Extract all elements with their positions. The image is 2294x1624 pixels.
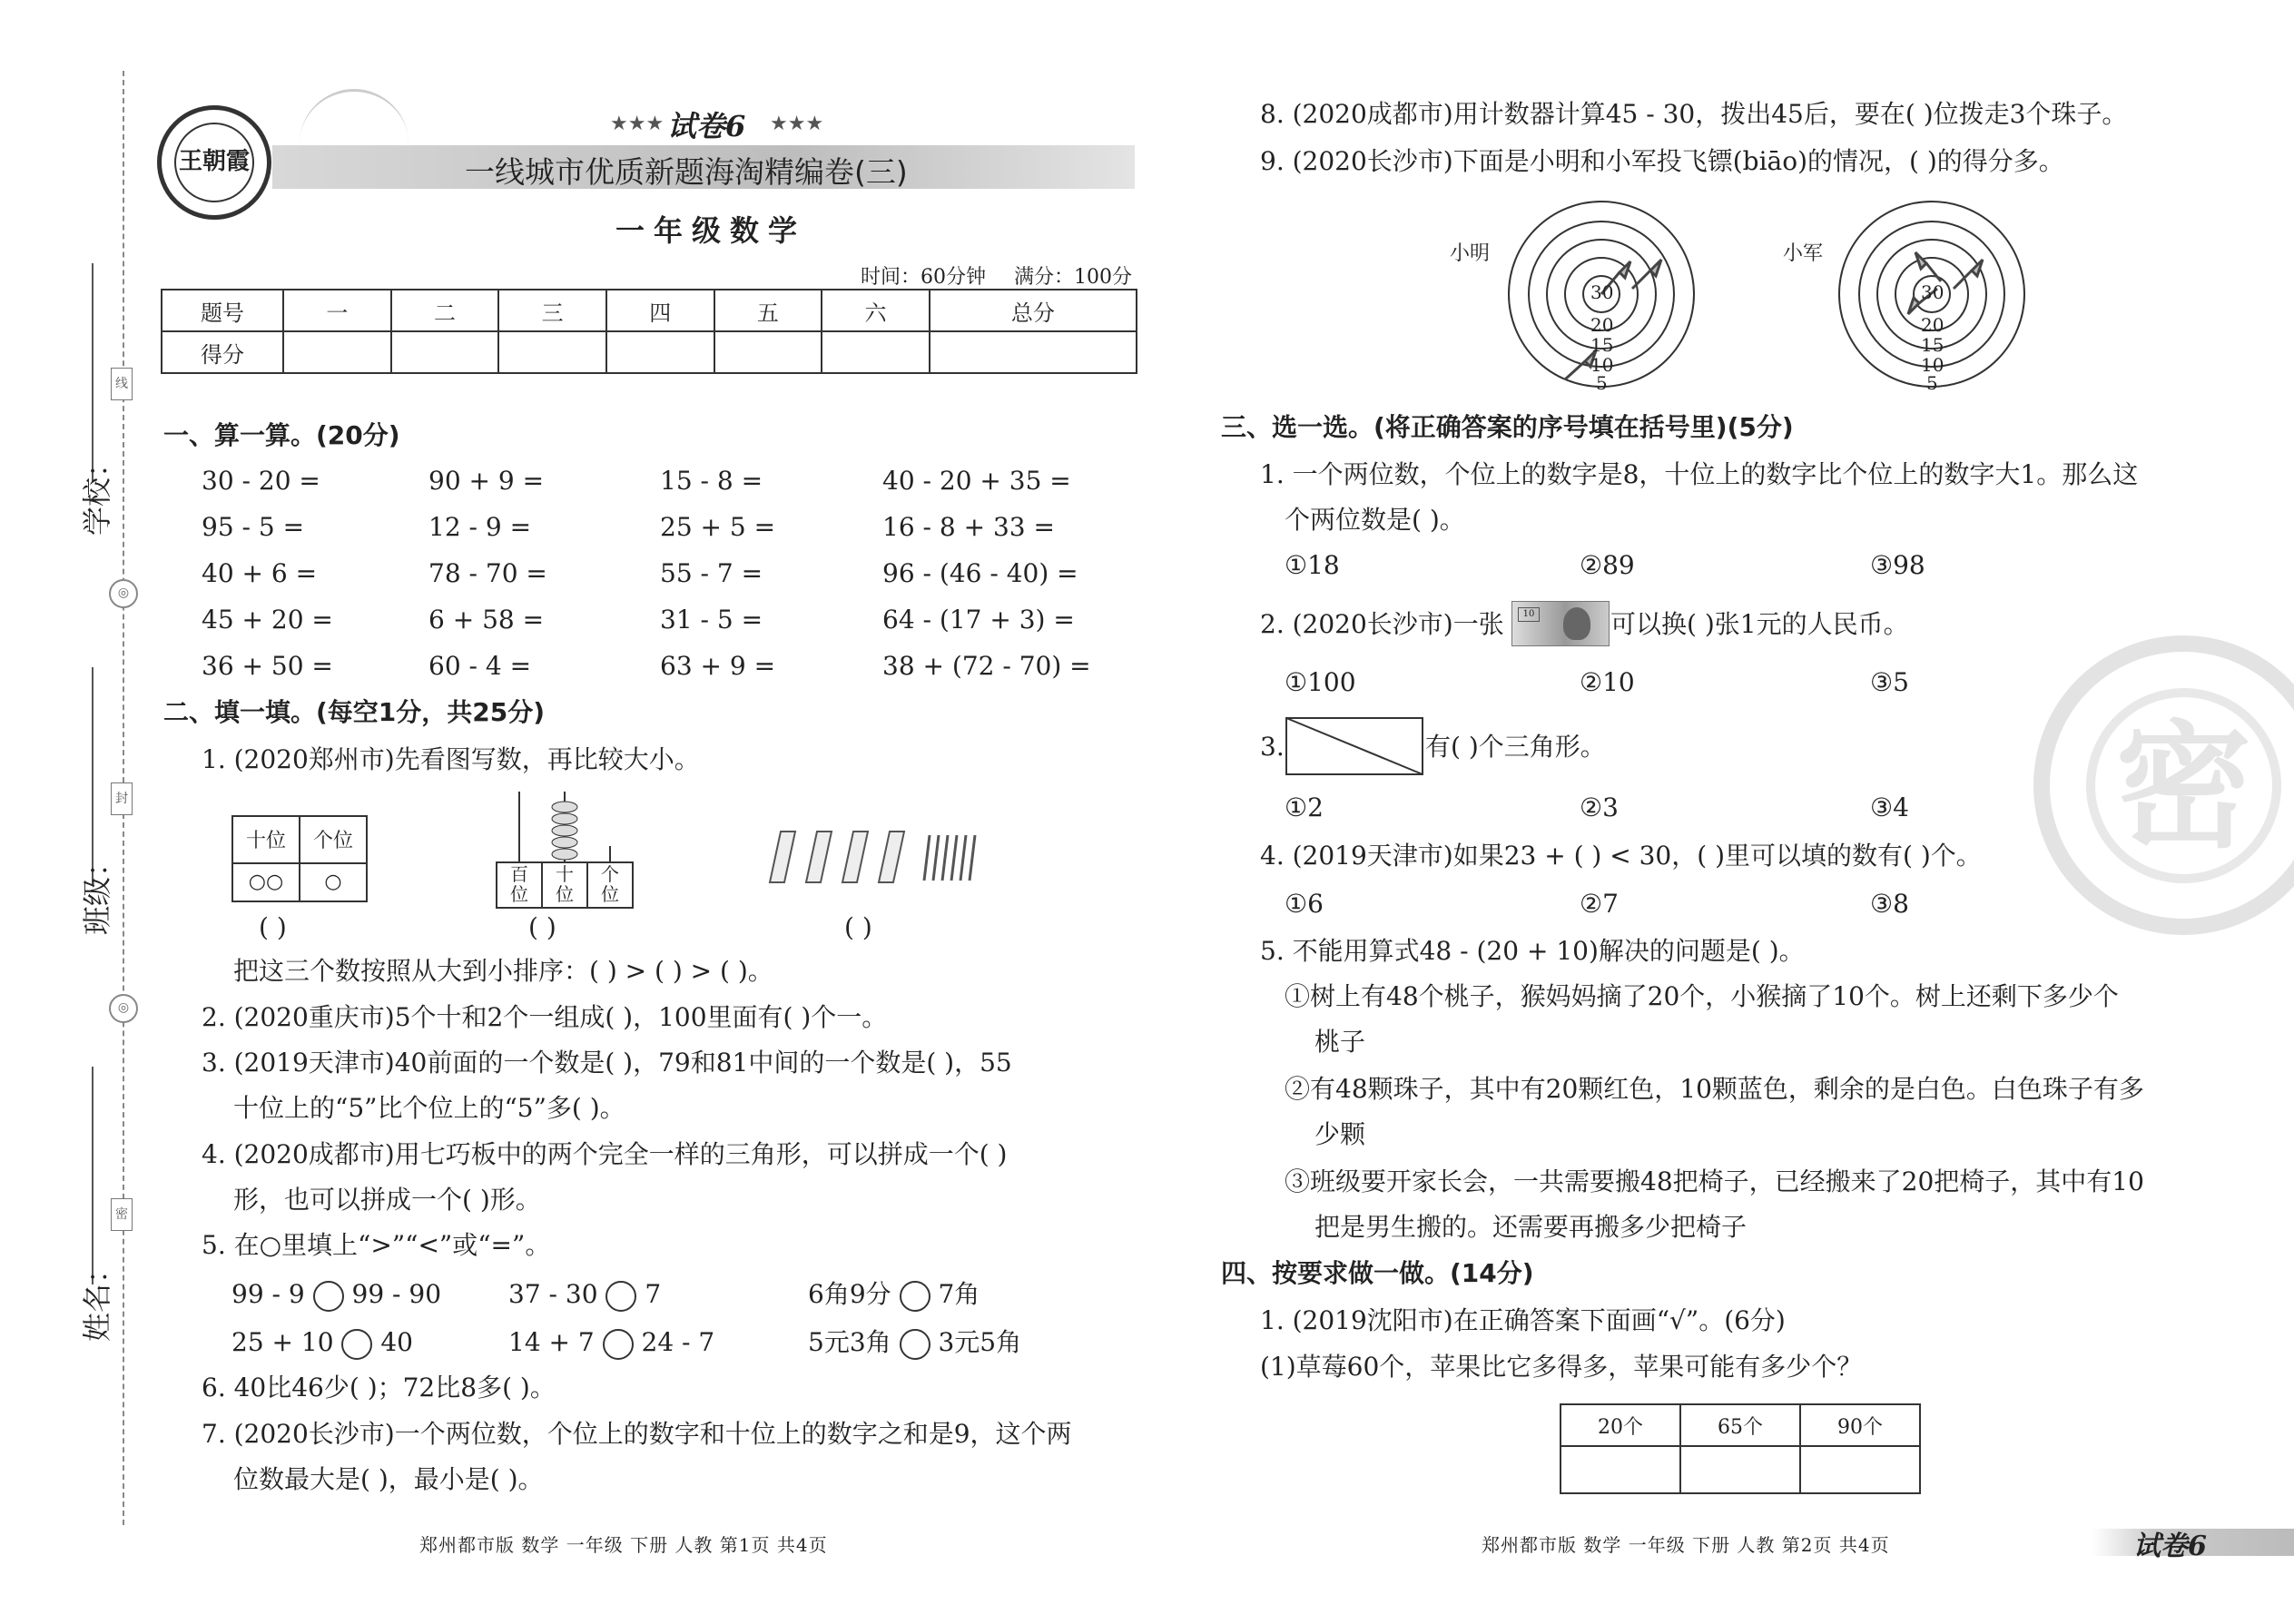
compare-circle[interactable] — [900, 1329, 930, 1360]
calc-item: 25 + 5 = — [660, 512, 776, 542]
place-value: ○ — [300, 863, 367, 901]
choice-header: 90个 — [1800, 1404, 1920, 1446]
s3-q5-option2-cont: 少颗 — [1314, 1119, 1366, 1149]
s3-q3-prefix: 3. — [1260, 732, 1285, 762]
place-header: 十位 — [232, 816, 300, 863]
publisher-logo — [157, 105, 271, 220]
s3-q1-line1: 1. 一个两位数，个位上的数字是8，十位上的数字比个位上的数字大1。那么这 — [1260, 459, 2139, 489]
compare-right: 7 — [645, 1279, 662, 1309]
option[interactable]: ③4 — [1870, 792, 1909, 822]
abacus-label: 百位 — [510, 863, 528, 905]
dart-name-xiaojun: 小军 — [1783, 242, 1824, 265]
score-cell: 五 — [714, 290, 822, 331]
school-label: 学校： — [80, 448, 114, 536]
compare-circle[interactable] — [605, 1281, 636, 1312]
paper-number: 试卷6 — [667, 109, 746, 143]
subject-title: 一年级数学 — [615, 213, 807, 248]
choice-table — [1560, 1403, 1921, 1494]
s2-q3-line1: 3. (2019天津市)40前面的一个数是( )，79和81中间的一个数是( )，55 — [202, 1048, 1012, 1078]
option[interactable]: ③8 — [1870, 889, 1909, 919]
s2-q4-line2: 形，也可以拼成一个( )形。 — [233, 1185, 541, 1215]
score-input-cell[interactable] — [498, 331, 606, 373]
place-header: 个位 — [300, 816, 367, 863]
score-cell: 四 — [606, 290, 714, 331]
answer-blank[interactable]: ( ) — [528, 912, 556, 942]
score-cell: 题号 — [162, 290, 283, 331]
ribbon-decoration — [300, 89, 409, 155]
compare-item — [231, 1278, 441, 1312]
compare-left: 99 - 9 — [231, 1279, 305, 1309]
compare-item — [508, 1278, 661, 1312]
calc-item: 95 - 5 = — [202, 512, 305, 542]
s2-q6: 6. 40比46少( )；72比8多( )。 — [202, 1373, 556, 1403]
option[interactable]: ③5 — [1870, 667, 1909, 697]
dart-ring-label: 15 — [1590, 334, 1614, 356]
calc-item: 12 - 9 = — [428, 512, 532, 542]
s2-q2: 2. (2020重庆市)5个十和2个一组成( )，100里面有( )个一。 — [202, 1002, 888, 1032]
score-input-cell[interactable] — [714, 331, 822, 373]
s2-q1: 1. (2020郑州市)先看图写数，再比较大小。 — [202, 744, 700, 774]
calc-item: 30 - 20 = — [202, 466, 320, 496]
calc-item: 63 + 9 = — [660, 651, 776, 681]
seal-char-line: 线 — [111, 368, 133, 400]
dart-ring-label: 15 — [1921, 334, 1944, 356]
place-value-table — [231, 815, 368, 902]
option[interactable]: ①18 — [1285, 550, 1340, 580]
compare-right: 7角 — [938, 1279, 980, 1309]
score-cell: 总分 — [930, 290, 1137, 331]
answer-blank[interactable]: ( ) — [844, 912, 872, 942]
footer-tag: 试卷6 — [2133, 1530, 2207, 1562]
dart-ring-label: 30 — [1921, 281, 1944, 303]
name-label: 姓名： — [80, 1254, 114, 1342]
dart-ring-label: 5 — [1926, 372, 1938, 394]
section2-title: 二、填一填。(每空1分，共25分) — [163, 697, 546, 727]
score-table — [161, 289, 1137, 374]
compare-right: 24 - 7 — [641, 1327, 715, 1357]
abacus-label: 十位 — [556, 863, 574, 905]
s3-q5-option3-cont: 把是男生搬的。还需要再搬多少把椅子 — [1314, 1212, 1748, 1242]
section3-title: 三、选一选。(将正确答案的序号填在括号里)(5分) — [1221, 412, 1794, 442]
compare-circle[interactable] — [900, 1281, 930, 1312]
s3-q5-option3[interactable]: ③班级要开家长会，一共需要搬48把椅子，已经搬来了20把椅子，其中有10 — [1285, 1166, 2144, 1196]
s3-q5-option1[interactable]: ①树上有48个桃子，猴妈妈摘了20个，小猴摘了10个。树上还剩下多少个 — [1285, 981, 2119, 1011]
footer-left: 郑州都市版 数学 一年级 下册 人教 第1页 共4页 — [419, 1534, 828, 1556]
score-cell: 三 — [498, 290, 606, 331]
s2-q5: 5. 在○里填上“>”“<”或“=”。 — [202, 1230, 551, 1260]
compare-left: 37 - 30 — [508, 1279, 598, 1309]
abacus-label: 个位 — [601, 863, 619, 905]
compare-left: 14 + 7 — [508, 1327, 595, 1357]
s2-sort: 把这三个数按照从大到小排序：( ) > ( ) > ( )。 — [233, 956, 773, 986]
section4-title: 四、按要求做一做。(14分) — [1221, 1258, 1534, 1288]
footer-right: 郑州都市版 数学 一年级 下册 人教 第2页 共4页 — [1482, 1534, 1890, 1556]
stars-right: ★★★ — [770, 113, 824, 135]
option[interactable]: ②3 — [1580, 792, 1619, 822]
score-cell: 二 — [391, 290, 499, 331]
choice-header: 20个 — [1561, 1404, 1680, 1446]
time-limit: 时间：60分钟 — [861, 266, 986, 289]
option[interactable]: ①6 — [1285, 889, 1324, 919]
s3-q2-prefix: 2. (2020长沙市)一张 — [1260, 609, 1504, 639]
section1-title: 一、算一算。(20分) — [163, 420, 400, 450]
calc-item: 60 - 4 = — [428, 651, 532, 681]
compare-right: 99 - 90 — [351, 1279, 442, 1309]
secret-watermark — [2033, 635, 2294, 935]
score-cell: 得分 — [162, 331, 283, 373]
calc-item: 90 + 9 = — [428, 466, 545, 496]
margin-circle-icon: ◎ — [109, 994, 138, 1023]
compare-right: 3元5角 — [938, 1327, 1022, 1357]
full-score: 满分：100分 — [1014, 266, 1132, 289]
dart-ring-label: 30 — [1590, 281, 1614, 303]
option[interactable]: ①2 — [1285, 792, 1324, 822]
banknote-image: 10 — [1511, 601, 1610, 646]
option[interactable]: ③98 — [1870, 550, 1925, 580]
option[interactable]: ②89 — [1580, 550, 1635, 580]
compare-left: 6角9分 — [808, 1279, 891, 1309]
calc-item: 16 - 8 + 33 = — [882, 512, 1055, 542]
calc-item: 15 - 8 = — [660, 466, 763, 496]
s3-q5: 5. 不能用算式48 - (20 + 10)解决的问题是( )。 — [1260, 936, 1805, 966]
seal-char-seal: 封 — [111, 782, 133, 815]
rectangle-diagonal-figure — [1285, 717, 1423, 775]
checkmark-cell[interactable] — [1561, 1446, 1680, 1493]
s3-q2-suffix: 可以换( )张1元的人民币。 — [1610, 609, 1909, 639]
option[interactable]: ①100 — [1285, 667, 1356, 697]
dart-ring-label: 10 — [1921, 354, 1944, 376]
calc-item: 78 - 70 = — [428, 558, 547, 588]
watermark-char: 密 — [2086, 688, 2281, 883]
compare-item — [808, 1326, 1021, 1360]
dart-ring-label: 20 — [1921, 314, 1944, 336]
dart-ring-label: 20 — [1590, 314, 1614, 336]
class-label: 班级： — [80, 847, 114, 935]
calc-item: 64 - (17 + 3) = — [882, 605, 1075, 635]
compare-circle[interactable] — [313, 1281, 344, 1312]
exam-title: 一线城市优质新题海淘精编卷(三) — [465, 154, 908, 190]
s4-q1: 1. (2019沈阳市)在正确答案下面画“√”。(6分) — [1260, 1305, 1786, 1335]
compare-item — [808, 1278, 980, 1312]
score-input-cell[interactable] — [283, 331, 391, 373]
calc-item: 36 + 50 = — [202, 651, 333, 681]
stick-bundles-image — [761, 828, 997, 886]
calc-item: 31 - 5 = — [660, 605, 763, 635]
place-value: ○○ — [232, 863, 300, 901]
checkmark-cell[interactable] — [1800, 1446, 1920, 1493]
calc-item: 96 - (46 - 40) = — [882, 558, 1078, 588]
s2-q3-line2: 十位上的“5”比个位上的“5”多( )。 — [233, 1093, 625, 1123]
score-cell: 六 — [822, 290, 930, 331]
dart-ring-label: 10 — [1590, 354, 1614, 376]
score-input-cell[interactable] — [930, 331, 1137, 373]
s2-q7-line1: 7. (2020长沙市)一个两位数，个位上的数字和十位上的数字之和是9，这个两 — [202, 1419, 1072, 1449]
margin-circle-icon: ◎ — [109, 579, 138, 608]
calc-item: 40 + 6 = — [202, 558, 318, 588]
s3-q3-suffix: 有( )个三角形。 — [1425, 732, 1606, 762]
s3-q4: 4. (2019天津市)如果23 + ( ) < 30，( )里可以填的数有( )个。 — [1260, 841, 1982, 871]
dart-name-xiaoming: 小明 — [1450, 242, 1491, 265]
s2-q9: 9. (2020长沙市)下面是小明和小军投飞镖(biāo)的情况，( )的得分多。 — [1260, 146, 2064, 176]
s3-q5-option2[interactable]: ②有48颗珠子，其中有20颗红色，10颗蓝色，剩余的是白色。白色珠子有多 — [1285, 1074, 2144, 1104]
option[interactable]: ②7 — [1580, 889, 1619, 919]
compare-left: 25 + 10 — [231, 1327, 334, 1357]
compare-left: 5元3角 — [808, 1327, 891, 1357]
s3-q5-option1-cont: 桃子 — [1314, 1027, 1366, 1057]
s2-q8: 8. (2020成都市)用计数器计算45 - 30，拨出45后，要在( )位拨走3个珠子。 — [1260, 99, 2128, 129]
s4-q1-sub: (1)草莓60个，苹果比它多得多，苹果可能有多少个？ — [1260, 1352, 1863, 1382]
score-input-cell[interactable] — [606, 331, 714, 373]
compare-right: 40 — [380, 1327, 413, 1357]
compare-item — [231, 1326, 413, 1360]
seal-char-secret: 密 — [111, 1198, 133, 1231]
score-cell: 一 — [283, 290, 391, 331]
compare-item — [508, 1326, 714, 1360]
compare-circle[interactable] — [603, 1329, 634, 1360]
stars-left: ★★★ — [610, 113, 665, 135]
calc-item: 55 - 7 = — [660, 558, 763, 588]
dart-ring-label: 5 — [1596, 372, 1608, 394]
calc-item: 45 + 20 = — [202, 605, 333, 635]
compare-circle[interactable] — [341, 1329, 372, 1360]
choice-header: 65个 — [1680, 1404, 1800, 1446]
s2-q7-line2: 位数最大是( )，最小是( )。 — [233, 1464, 544, 1494]
calc-item: 40 - 20 + 35 = — [882, 466, 1071, 496]
s3-q1-line2: 个两位数是( )。 — [1285, 505, 1465, 535]
checkmark-cell[interactable] — [1680, 1446, 1800, 1493]
logo-text: 王朝霞 — [178, 148, 250, 175]
option[interactable]: ②10 — [1580, 667, 1635, 697]
answer-blank[interactable]: ( ) — [259, 912, 287, 942]
calc-item: 38 + (72 - 70) = — [882, 651, 1091, 681]
calc-item: 6 + 58 = — [428, 605, 545, 635]
s2-q4-line1: 4. (2020成都市)用七巧板中的两个完全一样的三角形，可以拼成一个( ) — [202, 1139, 1008, 1169]
name-underline — [92, 1067, 94, 1284]
score-input-cell[interactable] — [391, 331, 499, 373]
score-input-cell[interactable] — [822, 331, 930, 373]
